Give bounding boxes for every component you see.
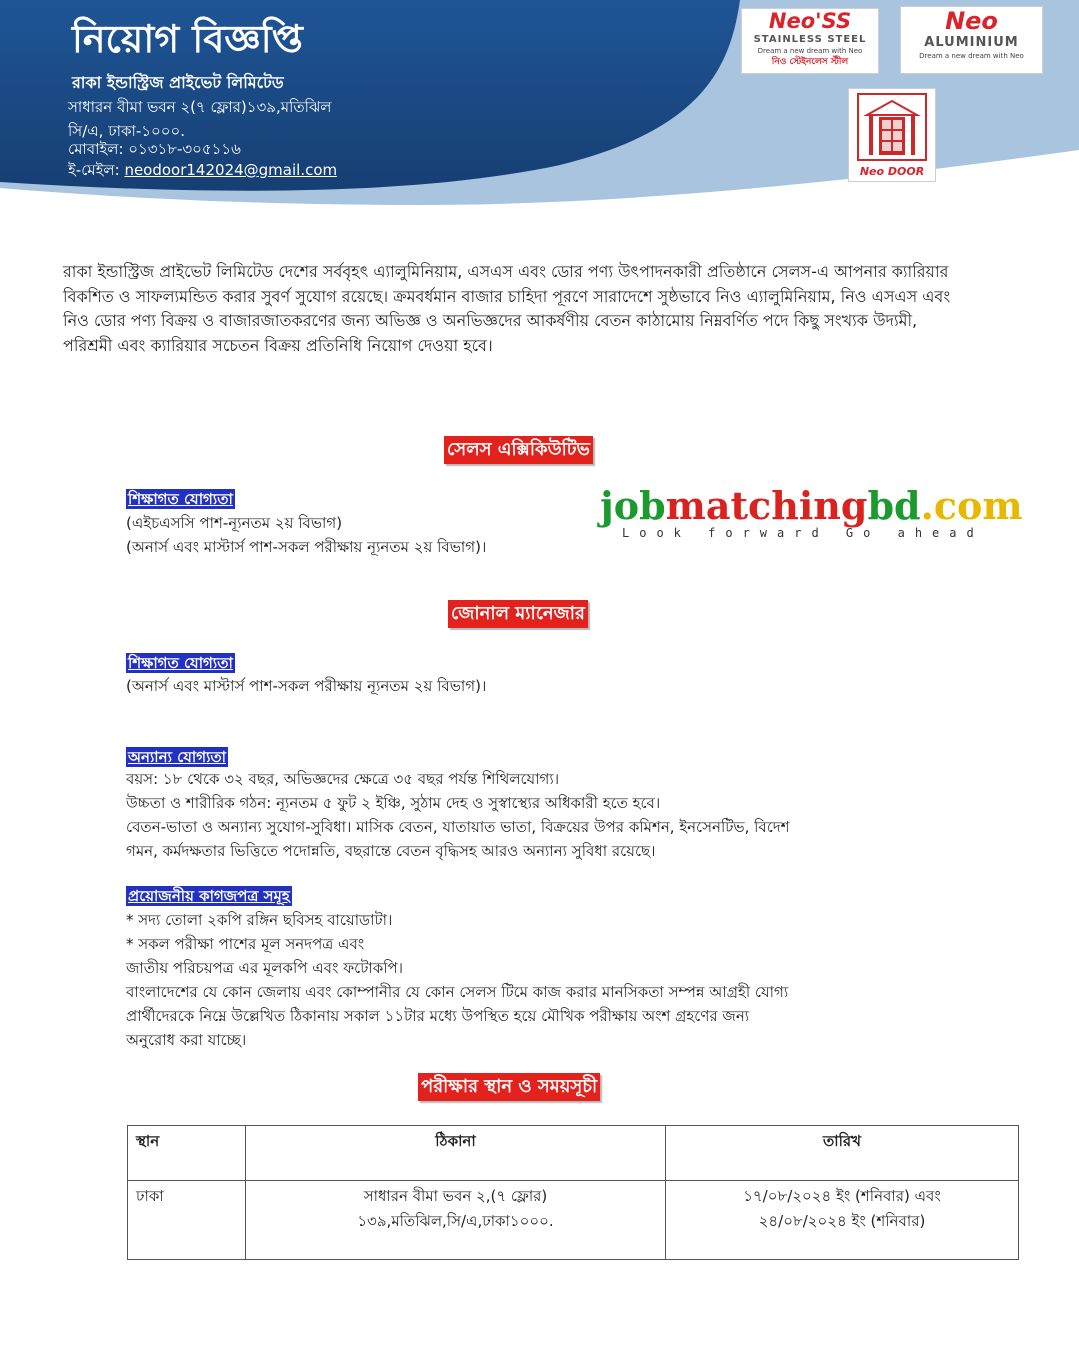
- neo-aluminium-logo: [900, 6, 1043, 74]
- other-qualifications-heading: অন্যান্য যোগ্যতা: [128, 748, 227, 766]
- date-line: ১৭/০৮/২০২৪ ইং (শনিবার) এবং: [743, 1187, 941, 1205]
- neo-ss-logo: [741, 8, 879, 74]
- other-qualification-line: বেতন-ভাতা ও অন্যান্য সুযোগ-সুবিধা। মাসিক বেতন, যাতায়াত ভাতা, বিক্রয়ের উপর কমিশন, ইনসেনটিভ, বিদেশ: [126, 818, 790, 836]
- address-line-1: সাধারন বীমা ভবন ২(৭ ফ্লোর)১৩৯,মতিঝিল: [68, 98, 332, 116]
- sales-executive-edu-line-1: (এইচএসসি পাশ-ন্যূনতম ২য় বিভাগ): [126, 514, 343, 532]
- address-line: সাধারন বীমা ভবন ২,(৭ ফ্লোর): [363, 1187, 548, 1205]
- cell-address: [246, 1181, 666, 1260]
- neo-aluminium-sub: ALUMINIUM: [924, 35, 1019, 50]
- document-line: * সকল পরীক্ষা পাশের মূল সনদপত্র এবং: [126, 935, 365, 953]
- document-line: জাতীয় পরিচয়পত্র এর মূলকপি এবং ফটোকপি।: [126, 959, 404, 977]
- cell-date: [666, 1181, 1019, 1260]
- document-line: * সদ্য তোলা ২কপি রঙ্গিন ছবিসহ বায়োডাটা।: [126, 911, 393, 929]
- neo-ss-tagline: Dream a new dream with Neo: [757, 47, 863, 55]
- door-icon: [857, 93, 927, 161]
- neo-door-logo: [848, 88, 936, 182]
- watermark-part-1: job: [600, 483, 666, 528]
- table-row: [128, 1181, 1019, 1260]
- address-line-2: সি/এ, ঢাকা-১০০০.: [68, 122, 186, 140]
- documents-heading: প্রয়োজনীয় কাগজপত্র সমূহ: [128, 887, 290, 905]
- neo-ss-brand: Neo'SS: [768, 9, 852, 33]
- email-row: [68, 159, 337, 184]
- table-header-row: [128, 1126, 1019, 1181]
- document-line: অনুরোধ করা যাচ্ছে।: [126, 1031, 247, 1049]
- sales-executive-edu-heading: শিক্ষাগত যোগ্যতা: [128, 490, 233, 508]
- watermark-part-2: matching: [665, 483, 868, 528]
- schedule-table: [127, 1125, 1019, 1260]
- neo-aluminium-brand: Neo: [945, 7, 998, 35]
- address-line: ১৩৯,মতিঝিল,সি/এ,ঢাকা১০০০.: [357, 1212, 554, 1230]
- date-line: ২৪/০৮/২০২৪ ইং (শনিবার): [758, 1212, 926, 1230]
- neo-ss-sub: STAINLESS STEEL: [753, 34, 867, 45]
- zonal-manager-edu-heading: শিক্ষাগত যোগ্যতা: [128, 654, 233, 672]
- watermark-logo: [600, 484, 1050, 528]
- zonal-manager-edu-line: (অনার্স এবং মাস্টার্স পাশ-সকল পরীক্ষায় ন্যূনতম ২য় বিভাগ)।: [126, 677, 487, 695]
- other-qualification-line: গমন, কর্মদক্ষতার ভিত্তিতে পদোন্নতি, বছরান্তে বেতন বৃদ্ধিসহ আরও অন্যান্য সুবিধা রয়েছে।: [126, 842, 656, 860]
- watermark-part-3: bd: [867, 483, 921, 528]
- email-label: ই-মেইল:: [68, 161, 125, 179]
- cell-place: ঢাকা: [128, 1181, 246, 1260]
- header-address: ঠিকানা: [246, 1126, 666, 1181]
- sales-executive-title: সেলস এক্সিকিউটিভ: [444, 436, 593, 464]
- neo-aluminium-tagline: Dream a new dream with Neo: [919, 52, 1024, 60]
- watermark-tagline: Look forward Go ahead: [622, 526, 984, 540]
- mobile-number: মোবাইল: ০১৩১৮-৩০৫১১৬: [68, 140, 241, 158]
- document-line: বাংলাদেশের যে কোন জেলায় এবং কোম্পানীর যে কোন সেলস টিমে কাজ করার মানসিকতা সম্পন্ন আগ্রহী যোগ্য: [126, 983, 789, 1001]
- schedule-title: পরীক্ষার স্থান ও সময়সূচী: [418, 1073, 600, 1101]
- other-qualification-line: বয়স: ১৮ থেকে ৩২ বছর, অভিজ্ঞদের ক্ষেত্রে ৩৫ বছর পর্যন্ত শিথিলযোগ্য।: [126, 770, 560, 788]
- sales-executive-edu-line-2: (অনার্স এবং মাস্টার্স পাশ-সকল পরীক্ষায় ন্যূনতম ২য় বিভাগ)।: [126, 538, 487, 556]
- zonal-manager-title: জোনাল ম্যানেজার: [448, 600, 588, 628]
- other-qualification-line: উচ্চতা ও শারীরিক গঠন: ন্যূনতম ৫ ফুট ২ ইঞ্চি, সুঠাম দেহ ও সুস্বাস্থ্যের অধিকারী হতে হবে।: [126, 794, 661, 812]
- email-link[interactable]: neodoor142024@gmail.com: [124, 161, 338, 179]
- company-name: রাকা ইন্ডাস্ট্রিজ প্রাইভেট লিমিটেড: [72, 73, 284, 92]
- header-place: স্থান: [128, 1126, 246, 1181]
- neo-door-label: Neo DOOR: [859, 165, 925, 178]
- neo-ss-bangla: নিও স্টেইনলেস স্টীল: [771, 57, 849, 67]
- header-date: তারিখ: [666, 1126, 1019, 1181]
- document-line: প্রার্থীদেরকে নিম্নে উল্লেখিত ঠিকানায় সকাল ১১টার মধ্যে উপস্থিত হয়ে মৌখিক পরীক্ষায় অংশ গ্রহণের জন্য: [126, 1007, 750, 1025]
- page-title: নিয়োগ বিজ্ঞপ্তি: [72, 17, 303, 61]
- watermark-part-4: .com: [920, 483, 1023, 528]
- intro-paragraph: রাকা ইন্ডাস্ট্রিজ প্রাইভেট লিমিটেড দেশের সর্ববৃহৎ এ্যালুমিনিয়াম, এসএস এবং ডোর পণ্য উৎপাদনকারী প্রতিষ্ঠানে সেলস-এ আপনার ক্যারিয়ার বিকশিত ও সাফল্যমন্ডিত করার সুবর্ণ সুযোগ রয়েছে। ক্রমবর্ধমান বাজার চাহিদা পূরণে সারাদেশে সুষ্ঠভাবে নিও এ্যালুমিনিয়াম, নিও এসএস এবং নিও ডোর পণ্য বিক্রয় ও বাজারজাতকরণের জন্য অভিজ্ঞ ও অনভিজ্ঞদের আকর্ষণীয় বেতন কাঠামোয় নিম্নবর্ণিত পদে কিছু সংখ্যক উদ্যমী, পরিশ্রমী এবং ক্যারিয়ার সচেতন বিক্রয় প্রতিনিধি নিয়োগ দেওয়া হবে।: [63, 262, 951, 355]
